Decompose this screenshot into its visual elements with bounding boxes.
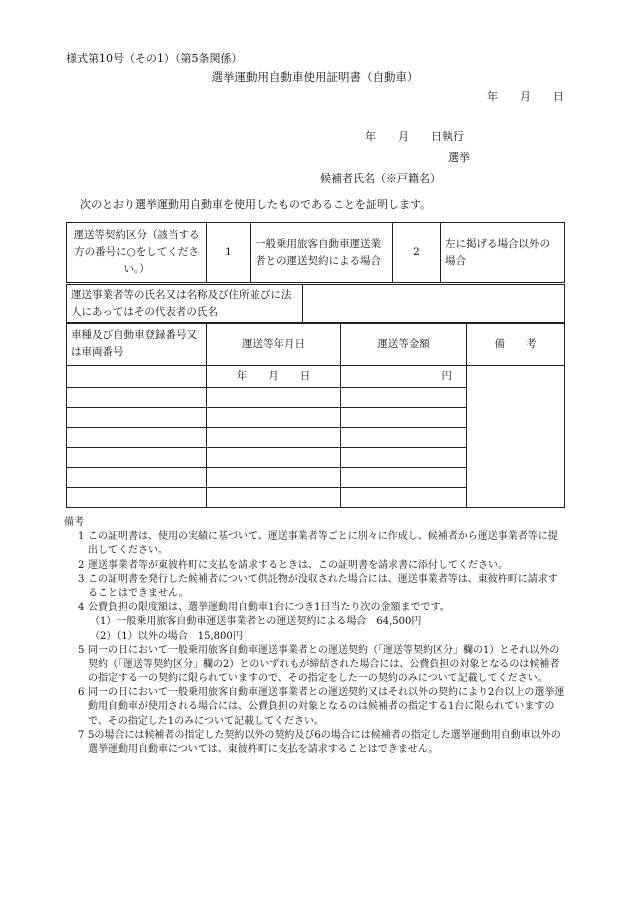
date-cell[interactable]	[207, 387, 341, 407]
note-text: 運送事業者等が東彼杵町に支払を請求するときは、この証明書を請求書に添付してください。	[88, 559, 508, 571]
date-cell[interactable]	[207, 487, 341, 507]
note-sub-2: （2）（1）以外の場合 15,800円	[90, 630, 243, 642]
amount-cell[interactable]	[341, 387, 467, 407]
operator-field[interactable]	[303, 285, 565, 324]
note-number: 2	[78, 559, 85, 571]
date-cell[interactable]	[207, 407, 341, 427]
date-cell[interactable]	[207, 427, 341, 447]
note-item	[66, 644, 566, 687]
note-text: この証明書を発行した候補者について供託物が没収された場合には、運送事業者等は、東彼杵町に請求することはできません。	[88, 573, 558, 599]
amount-cell[interactable]	[341, 407, 467, 427]
note-number: 6	[78, 687, 85, 699]
option-2-text: 左に掲げる場合以外の場合	[441, 223, 565, 283]
note-text: 同一の日において一般乗用旅客自動車運送事業者との運送契約（「運送等契約区分」欄の1）とそれ以外の契約（「運送等契約区分」欄の2）とのいずれもが締結された場合には、公費負担の対象となるのは候補者の指定する一の契約に限られていますので、その指定をした一の契約のみについて記載してください。	[88, 644, 560, 685]
note-text: 公費負担の限度額は、選挙運動用自動車1台につき1日当たり次の金額までです。	[88, 602, 450, 614]
note-sub-1: （1）一般乗用旅客自動車運送事業者との運送契約による場合 64,500円	[90, 616, 422, 628]
intro-statement: 次のとおり選挙運動用自動車を使用したものであることを証明します。	[80, 198, 432, 211]
note-number: 7	[78, 729, 85, 741]
option-1-number[interactable]: 1	[207, 223, 251, 283]
col-vehicle-header: 車種及び自動車登録番号又は車両番号	[67, 323, 207, 366]
vehicle-cell[interactable]	[67, 427, 207, 447]
note-item	[66, 559, 566, 573]
vehicle-cell[interactable]	[67, 487, 207, 507]
issue-date: 年 月 日	[487, 90, 564, 103]
note-number: 3	[78, 573, 85, 585]
amount-cell[interactable]	[341, 427, 467, 447]
vehicle-cell[interactable]	[67, 366, 207, 388]
notes-section	[66, 516, 566, 757]
note-item	[66, 686, 566, 729]
note-item	[66, 573, 566, 601]
note-item	[66, 729, 566, 757]
amount-cell[interactable]	[341, 487, 467, 507]
vehicle-cell[interactable]	[67, 407, 207, 427]
election-exec-date: 年 月 日執行	[365, 130, 464, 143]
form-number: 様式第10号（その1）（第5条関係）	[66, 52, 243, 65]
option-1-text: 一般乗用旅客自動車運送業者との運送契約による場合	[251, 223, 393, 283]
vehicle-cell[interactable]	[67, 387, 207, 407]
date-cell[interactable]	[207, 467, 341, 487]
election-label: 選挙	[448, 151, 470, 164]
vehicle-cell[interactable]	[67, 467, 207, 487]
contract-type-row	[67, 223, 565, 283]
amount-cell[interactable]	[341, 447, 467, 467]
vehicle-table	[66, 322, 565, 508]
usage-table	[66, 222, 565, 283]
notes-heading: 備考	[64, 517, 84, 528]
note-text: 5の場合には候補者の指定した契約以外の契約及び6の場合には候補者の指定した選挙運動用自動車以外の選挙運動用自動車については、東彼杵町に支払を請求することはできません。	[88, 729, 561, 755]
note-number: 1	[78, 531, 85, 543]
operator-table	[66, 284, 565, 324]
operator-row	[67, 285, 565, 324]
operator-label: 運送事業者等の氏名又は名称及び住所並びに法人にあってはその代表者の氏名	[67, 285, 303, 324]
contract-type-label: 運送等契約区分（該当する方の番号に○をしてください。）	[67, 223, 207, 283]
note-item	[66, 601, 566, 615]
col-amount-header: 運送等金額	[341, 323, 467, 366]
col-date-header: 運送等年月日	[207, 323, 341, 366]
note-text: この証明書は、使用の実績に基づいて、運送事業者等ごとに別々に作成し、候補者から運送事業者等に提出してください。	[88, 531, 558, 557]
document-title: 選挙運動用自動車使用証明書（自動車）	[211, 70, 419, 84]
table-row	[67, 366, 565, 388]
vehicle-header-row	[67, 323, 565, 366]
col-remarks-header: 備 考	[467, 323, 565, 366]
note-text: 同一の日において一般乗用旅客自動車運送事業者との運送契約又はそれ以外の契約により2台以上の選挙運動用自動車が使用される場合には、公費負担の対象となるのは候補者の指定する1台に限られていますので、その指定した1のみについて記載してください。	[88, 687, 565, 727]
date-cell[interactable]	[207, 447, 341, 467]
remarks-cell[interactable]	[467, 366, 565, 508]
amount-cell[interactable]: 円	[341, 366, 467, 388]
vehicle-cell[interactable]	[67, 447, 207, 467]
candidate-name-label: 候補者氏名（※戸籍名）	[320, 172, 441, 185]
note-number: 4	[78, 602, 85, 614]
date-cell[interactable]: 年 月 日	[207, 366, 341, 388]
option-2-number[interactable]: 2	[393, 223, 441, 283]
amount-cell[interactable]	[341, 467, 467, 487]
note-item	[66, 530, 566, 558]
note-number: 5	[78, 644, 85, 656]
